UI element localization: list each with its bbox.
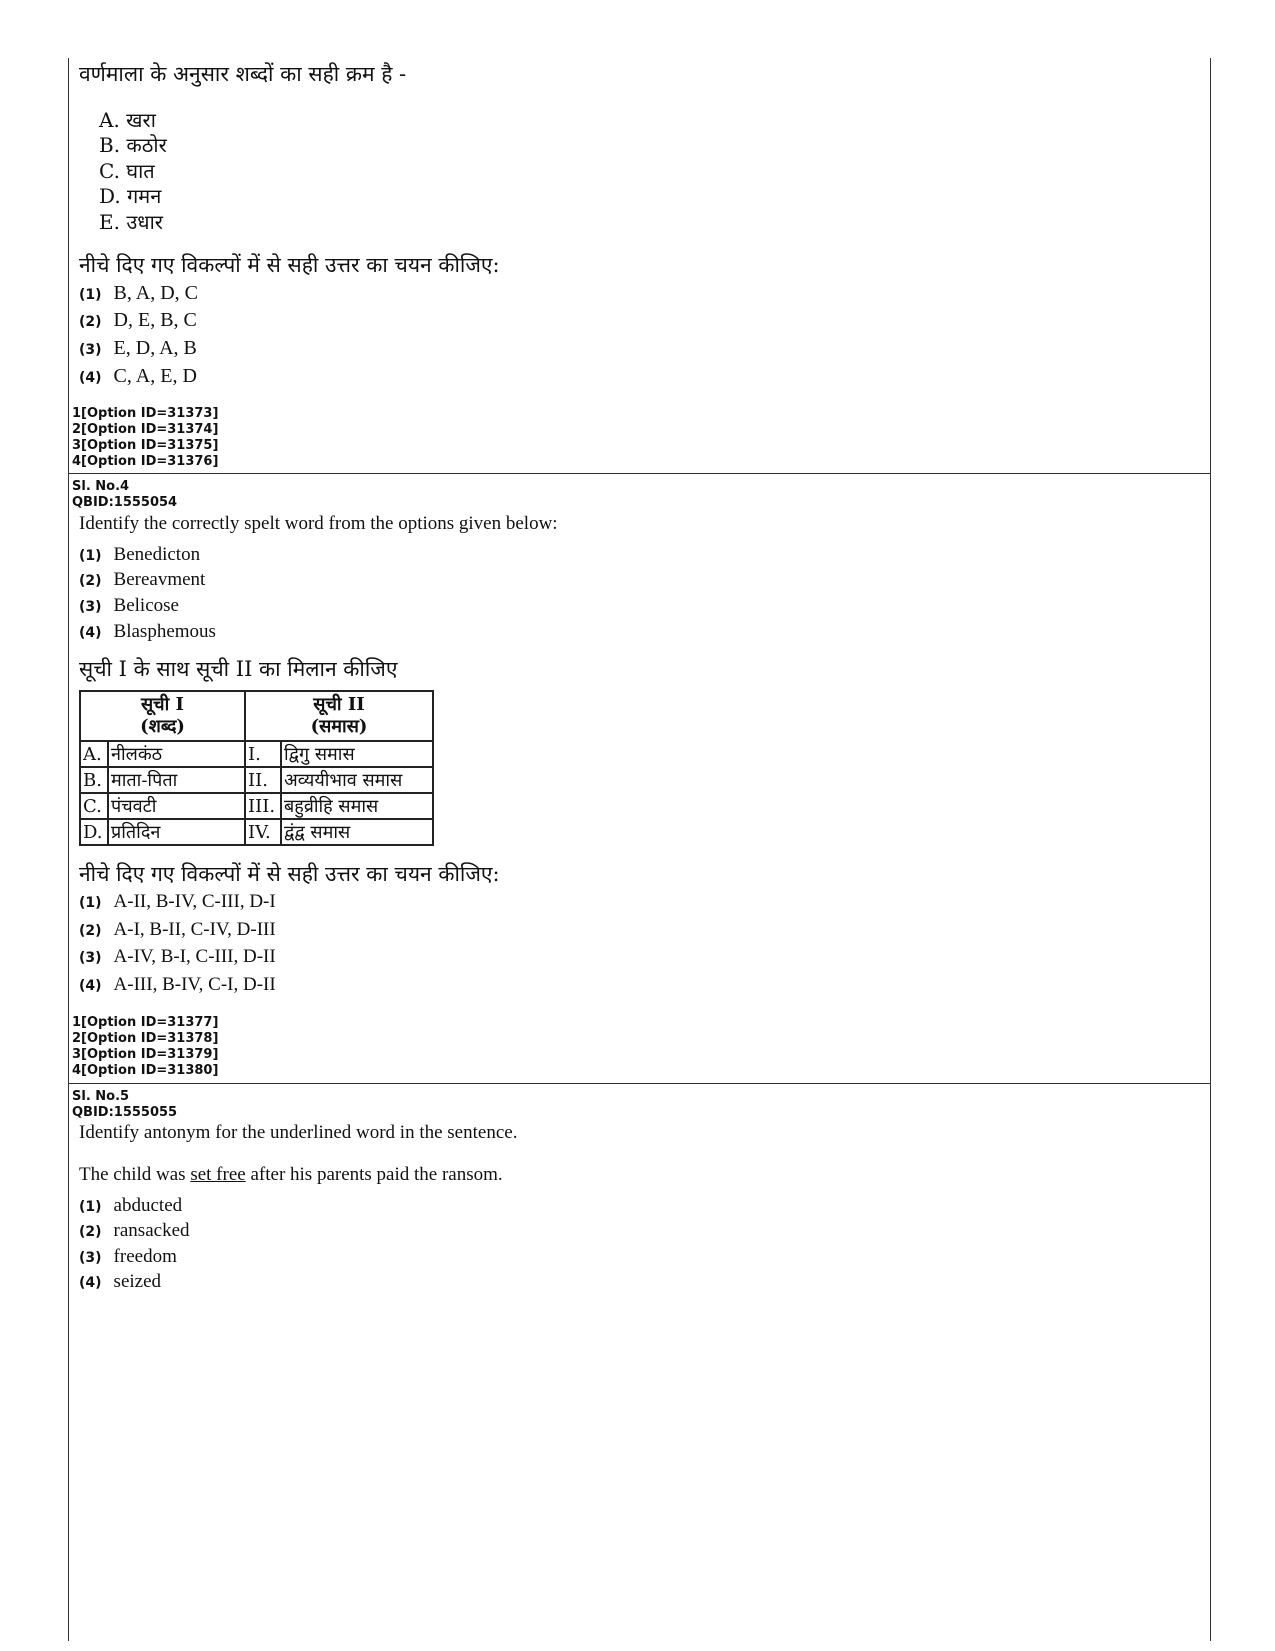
match-table bbox=[79, 690, 434, 846]
table-row bbox=[80, 741, 433, 767]
q3-item: B. कठोर bbox=[99, 133, 167, 157]
q4-match-option-1[interactable] bbox=[79, 891, 276, 913]
q4-option-2[interactable] bbox=[79, 569, 205, 591]
option-number: (2) bbox=[79, 314, 102, 330]
list-2-title: सूची II bbox=[313, 694, 365, 715]
q4-option-4[interactable] bbox=[79, 621, 216, 643]
serial-number: Sl. No.4 bbox=[72, 479, 130, 494]
row-samas: अव्ययीभाव समास bbox=[281, 767, 433, 793]
option-text: ransacked bbox=[113, 1220, 190, 1241]
q3-option-1[interactable] bbox=[79, 282, 198, 305]
q3-instruction: नीचे दिए गए विकल्पों में से सही उत्तर का चयन कीजिए: bbox=[79, 253, 500, 277]
option-id: 4[Option ID=31380] bbox=[72, 1063, 219, 1078]
q4-option-3[interactable] bbox=[79, 595, 179, 617]
option-text: B, A, D, C bbox=[113, 282, 199, 304]
option-id: 1[Option ID=31373] bbox=[72, 406, 219, 421]
option-number: (1) bbox=[79, 895, 102, 911]
option-id: 4[Option ID=31376] bbox=[72, 454, 219, 469]
row-samas: द्विगु समास bbox=[281, 741, 433, 767]
row-label: A. bbox=[80, 741, 108, 767]
question-divider bbox=[69, 1083, 1210, 1084]
option-text: C, A, E, D bbox=[113, 365, 197, 387]
option-number: (2) bbox=[79, 923, 102, 939]
option-id: 2[Option ID=31374] bbox=[72, 422, 219, 437]
q5-option-2[interactable] bbox=[79, 1220, 190, 1242]
option-text: A-II, B-IV, C-III, D-I bbox=[113, 891, 276, 912]
row-word: पंचवटी bbox=[108, 793, 245, 819]
row-word: नीलकंठ bbox=[108, 741, 245, 767]
row-roman: I. bbox=[245, 741, 281, 767]
q5-sentence bbox=[79, 1164, 503, 1186]
option-number: (2) bbox=[79, 573, 102, 589]
q3-item: D. गमन bbox=[99, 184, 162, 208]
option-text: abducted bbox=[113, 1195, 183, 1216]
q3-option-4[interactable] bbox=[79, 365, 197, 388]
qbid: QBID:1555055 bbox=[72, 1105, 178, 1120]
q4-option-1[interactable] bbox=[79, 544, 200, 566]
list-2-header bbox=[245, 691, 433, 741]
option-number: (3) bbox=[79, 1250, 102, 1266]
option-text: A-IV, B-I, C-III, D-II bbox=[113, 946, 276, 967]
option-text: Bereavment bbox=[113, 569, 206, 590]
row-label: B. bbox=[80, 767, 108, 793]
option-id: 1[Option ID=31377] bbox=[72, 1015, 219, 1030]
q5-option-1[interactable] bbox=[79, 1195, 182, 1217]
option-text: Belicose bbox=[113, 595, 179, 616]
option-number: (2) bbox=[79, 1224, 102, 1240]
option-text: D, E, B, C bbox=[113, 309, 197, 331]
table-row bbox=[80, 767, 433, 793]
q4-match-option-2[interactable] bbox=[79, 919, 276, 941]
option-text: E, D, A, B bbox=[113, 337, 197, 359]
q4-header bbox=[72, 479, 177, 511]
option-text: Benedicton bbox=[113, 544, 201, 565]
q5-stem: Identify antonym for the underlined word in the sentence. bbox=[79, 1122, 518, 1143]
q4-option-ids bbox=[72, 1015, 218, 1079]
match-table-header bbox=[80, 691, 433, 741]
option-id: 3[Option ID=31375] bbox=[72, 438, 219, 453]
q4-stem: Identify the correctly spelt word from the options given below: bbox=[79, 513, 558, 534]
row-samas: बहुव्रीहि समास bbox=[281, 793, 433, 819]
q5-option-4[interactable] bbox=[79, 1271, 161, 1293]
question-divider bbox=[69, 473, 1210, 474]
option-text: seized bbox=[113, 1271, 162, 1292]
option-number: (4) bbox=[79, 1275, 102, 1291]
option-number: (3) bbox=[79, 342, 102, 358]
option-number: (1) bbox=[79, 548, 102, 564]
q3-item: A. खरा bbox=[99, 108, 156, 132]
option-text: A-I, B-II, C-IV, D-III bbox=[113, 919, 276, 940]
option-number: (1) bbox=[79, 287, 102, 303]
q3-option-2[interactable] bbox=[79, 309, 197, 332]
option-number: (3) bbox=[79, 599, 102, 615]
q3-option-3[interactable] bbox=[79, 337, 197, 360]
option-number: (4) bbox=[79, 978, 102, 994]
q5-option-3[interactable] bbox=[79, 1246, 177, 1268]
option-number: (1) bbox=[79, 1199, 102, 1215]
q5-header bbox=[72, 1089, 177, 1121]
row-label: D. bbox=[80, 819, 108, 845]
option-id: 2[Option ID=31378] bbox=[72, 1031, 219, 1046]
sentence-end: after his parents paid the ransom. bbox=[245, 1164, 503, 1185]
qbid: QBID:1555054 bbox=[72, 495, 178, 510]
q3-stem: वर्णमाला के अनुसार शब्दों का सही क्रम है - bbox=[79, 62, 407, 86]
list-1-subtitle: (शब्द) bbox=[140, 716, 185, 737]
q4-match-stem: सूची I के साथ सूची II का मिलान कीजिए bbox=[79, 657, 398, 681]
option-id: 3[Option ID=31379] bbox=[72, 1047, 219, 1062]
row-roman: II. bbox=[245, 767, 281, 793]
row-roman: IV. bbox=[245, 819, 281, 845]
question-page-frame bbox=[68, 58, 1211, 1641]
list-1-header bbox=[80, 691, 245, 741]
q3-option-ids bbox=[72, 406, 218, 470]
serial-number: Sl. No.5 bbox=[72, 1089, 130, 1104]
row-word: प्रतिदिन bbox=[108, 819, 245, 845]
row-label: C. bbox=[80, 793, 108, 819]
option-number: (3) bbox=[79, 950, 102, 966]
q4-match-option-3[interactable] bbox=[79, 946, 276, 968]
table-row bbox=[80, 793, 433, 819]
q3-item: E. उधार bbox=[99, 210, 163, 234]
underlined-word: set free bbox=[190, 1164, 246, 1185]
table-row bbox=[80, 819, 433, 845]
option-text: freedom bbox=[113, 1246, 177, 1267]
q4-instruction: नीचे दिए गए विकल्पों में से सही उत्तर का चयन कीजिए: bbox=[79, 862, 500, 886]
option-text: A-III, B-IV, C-I, D-II bbox=[113, 974, 276, 995]
row-samas: द्वंद्व समास bbox=[281, 819, 433, 845]
row-roman: III. bbox=[245, 793, 281, 819]
list-1-title: सूची I bbox=[141, 694, 184, 715]
q3-item: C. घात bbox=[99, 159, 155, 183]
list-2-subtitle: (समास) bbox=[310, 716, 368, 737]
option-number: (4) bbox=[79, 370, 102, 386]
sentence-start: The child was bbox=[79, 1164, 191, 1185]
option-number: (4) bbox=[79, 625, 102, 641]
option-text: Blasphemous bbox=[113, 621, 216, 642]
q4-match-option-4[interactable] bbox=[79, 974, 276, 996]
row-word: माता-पिता bbox=[108, 767, 245, 793]
